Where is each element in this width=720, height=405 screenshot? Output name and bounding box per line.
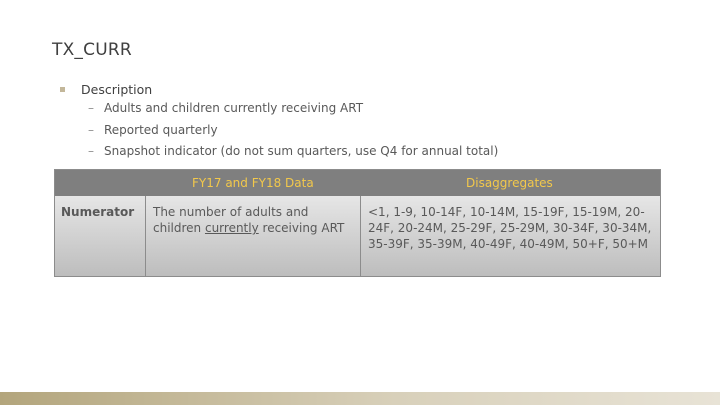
column-divider (360, 196, 361, 276)
cell-disaggregates: <1, 1-9, 10-14F, 10-14M, 15-19F, 15-19M, 20-24F, 20-24M, 25-29F, 25-29M, 30-34F, 30-34M, 35-39F, 35-39M, 40-49F, 40-49M, 50+F, 50+M (368, 205, 652, 251)
header-cell-disaggregates: Disaggregates (466, 176, 553, 190)
sub-bullet-text: Snapshot indicator (do not sum quarters, use Q4 for annual total) (104, 144, 499, 158)
cell-data-text: The number of adults and children (153, 205, 309, 235)
cell-data-underlined: currently (204, 221, 259, 235)
square-bullet-icon (60, 87, 65, 92)
dash-bullet-icon: – (88, 144, 94, 158)
table-header-row (55, 170, 660, 196)
cell-data-text: receiving ART (258, 221, 345, 235)
dash-bullet-icon: – (88, 101, 94, 115)
slide-title: TX_CURR (52, 40, 132, 60)
column-divider (145, 196, 146, 276)
dash-bullet-icon: – (88, 122, 94, 137)
row-label-numerator: Numerator (61, 205, 135, 219)
indicator-table (54, 169, 661, 277)
header-cell-fy-data: FY17 and FY18 Data (192, 176, 314, 190)
sub-bullet-text: Adults and children currently receiving ART (104, 101, 364, 115)
cell-data-description (153, 204, 355, 236)
footer-bar (0, 392, 720, 405)
sub-bullet-text: Reported quarterly (104, 122, 218, 137)
bullet-description-text: Description (81, 82, 153, 97)
